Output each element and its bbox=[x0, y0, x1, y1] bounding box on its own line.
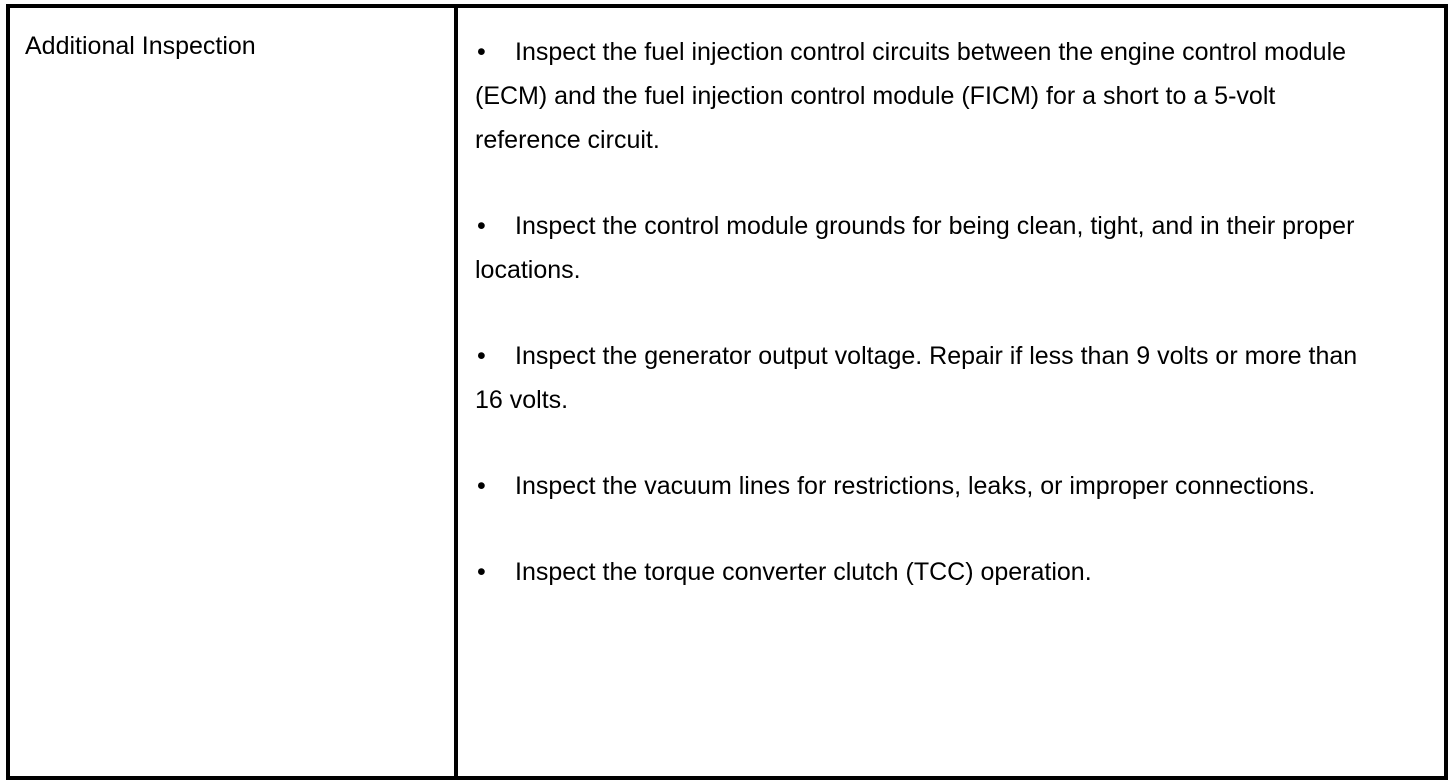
content-cell bbox=[458, 8, 1444, 776]
list-item-text: Inspect the torque converter clutch (TCC) operation. bbox=[515, 558, 1092, 586]
list-item bbox=[475, 464, 1375, 508]
list-item bbox=[475, 334, 1375, 422]
bullet-icon: • bbox=[477, 342, 486, 370]
list-item bbox=[475, 550, 1375, 594]
inspection-list bbox=[475, 30, 1375, 636]
list-item-text: Inspect the generator output voltage. Repair if less than 9 volts or more than 16 volts. bbox=[475, 342, 1358, 414]
list-item-text: Inspect the vacuum lines for restrictions, leaks, or improper connections. bbox=[515, 472, 1316, 500]
inspection-table bbox=[6, 4, 1448, 780]
label-cell bbox=[10, 8, 458, 776]
bullet-icon: • bbox=[477, 38, 486, 66]
bullet-icon: • bbox=[477, 212, 486, 240]
bullet-icon: • bbox=[477, 558, 486, 586]
list-item bbox=[475, 30, 1375, 162]
bullet-icon: • bbox=[477, 472, 486, 500]
list-item-text: Inspect the fuel injection control circuits between the engine control module (ECM) and the fuel injection control module (FICM) for a short to a 5-volt reference circuit. bbox=[475, 38, 1347, 154]
list-item bbox=[475, 204, 1375, 292]
list-item-text: Inspect the control module grounds for being clean, tight, and in their proper locations. bbox=[475, 212, 1355, 284]
row-label: Additional Inspection bbox=[25, 32, 256, 60]
